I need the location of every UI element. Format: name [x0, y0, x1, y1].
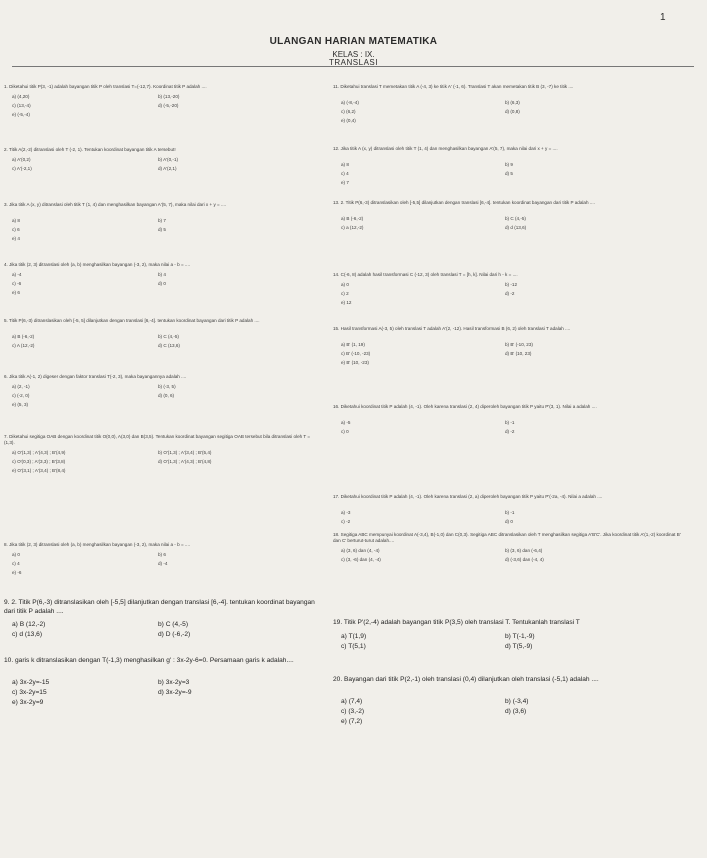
answer-option[interactable]: b) O'(1,3) ; A'(3,4) ; B'(5,4) — [158, 450, 212, 455]
answer-option[interactable]: b) A'(0,-1) — [158, 157, 179, 162]
question-11 — [333, 84, 688, 123]
question-stem: 9. 2. Titik P(6,-3) ditranslasikan oleh [-5,5] dilanjutkan dengan translasi [6,-4]. tentukan koordinat bayangan dari titik P adalah .... — [4, 599, 315, 615]
answer-option[interactable]: b) T(-1,-9) — [505, 633, 535, 640]
question-stem: 2. Titik A(2,-2) ditranslasi oleh T (-2, 1). Tentukan koordinat bayangan titik A tersebut! — [4, 147, 176, 152]
question-4 — [4, 262, 320, 295]
answer-option[interactable]: d) 3x-2y=-9 — [158, 689, 192, 696]
question-stem: 1. Diketahui titik P(3, -1) adalah bayangan titik P oleh translasi T=(-12,7). Koordinat titik P adalah .... — [4, 84, 207, 89]
answer-option[interactable]: a) B (-6,-2) — [12, 334, 35, 339]
answer-option[interactable]: e) (5, 3) — [12, 402, 29, 407]
answer-option[interactable]: d) (-3,6) dan (-4, 4) — [505, 557, 544, 562]
question-stem: 14. C(-6, 8) adalah hasil transformasi C (-12, 3) oleh translasi T = [h, k]. Nilai dari h - k = .... — [333, 272, 518, 277]
answer-option[interactable]: a) (3, 6) dan (4, -4) — [341, 548, 380, 553]
answer-option[interactable]: e) (-5,-4) — [12, 112, 30, 117]
answer-option[interactable]: c) A'(-2,1) — [12, 166, 32, 171]
answer-option[interactable]: a) 8 — [12, 218, 20, 223]
question-2 — [4, 147, 320, 171]
class-line: KELAS : IX. — [332, 50, 375, 59]
answer-option[interactable]: c) 4 — [12, 561, 20, 566]
answer-option[interactable]: d) -4 — [158, 561, 168, 566]
question-stem: 5. Titik P(6,-3) ditranslasikan oleh [-5, 5] dilanjutkan dengan translasi [6,-4]. tentukan koordinat bayangan dari titik P adalah .... — [4, 318, 260, 323]
answer-option[interactable]: a) (-8,-4) — [341, 100, 359, 105]
answer-option[interactable]: d) 0 — [505, 519, 513, 524]
question-stem: 7. Diketahui segitiga OAB dengan koordinat titik O(0,0), A(3,0) dan B(3,5). Tentukan koordinat bayangan segitiga OAB tersebut bila ditranslasi oleh T = (1,3). — [4, 434, 311, 445]
answer-option[interactable]: d) T(5,-9) — [505, 643, 533, 650]
question-13 — [333, 200, 688, 230]
answer-option[interactable]: e) B' (10, -23) — [341, 360, 369, 365]
answer-option[interactable]: b) -1 — [505, 420, 515, 425]
answer-option[interactable]: c) (6,2) — [341, 109, 356, 114]
answer-option[interactable]: a) T(1,9) — [341, 633, 367, 640]
answer-option[interactable]: b) -1 — [505, 510, 515, 515]
question-10 — [4, 657, 320, 706]
answer-option[interactable]: a) O'(1,3) ; A'(4,3) ; B'(4,9) — [12, 450, 66, 455]
answer-option[interactable]: a) (7,4) — [341, 698, 363, 705]
question-9 — [4, 599, 320, 638]
answer-option[interactable]: a) B (12,-2) — [12, 621, 46, 628]
question-stem: 13. 2. Titik P(6,-3) ditranslasikan oleh [-5,5] dilanjutkan dengan translasi [6,-4]. tentukan koordinat bayangan dari titik P adalah .... — [333, 200, 595, 205]
question-stem: 11. Diketahui translasi T memetakan titik A (-4, 3) ke titik A' (-1, 6). Translasi T akan memetakan titik B (3, -7) ke titik .... — [333, 84, 574, 89]
answer-option[interactable]: b) 3x-2y=3 — [158, 679, 190, 686]
answer-option[interactable]: b) 9 — [505, 162, 513, 167]
answer-option[interactable]: b) B' (-10, 23) — [505, 342, 533, 347]
answer-option[interactable]: a) -3 — [341, 510, 351, 515]
answer-option[interactable]: e) 4 — [12, 236, 20, 241]
answer-option[interactable]: a) A'(0,2) — [12, 157, 31, 162]
answer-option[interactable]: b) (6,3) — [505, 100, 520, 105]
question-18 — [333, 532, 688, 562]
question-20 — [333, 676, 688, 725]
answer-option[interactable]: c) 2 — [341, 291, 349, 296]
answer-option[interactable]: e) (0,4) — [341, 118, 356, 123]
answer-option[interactable]: a) 8 — [341, 162, 349, 167]
answer-option[interactable]: b) (-3,4) — [505, 698, 529, 705]
answer-option[interactable]: d) A'(2,1) — [158, 166, 177, 171]
answer-option[interactable]: b) C (4,-5) — [505, 216, 526, 221]
question-stem: 17. Diketahui koordinat titik P adalah (4, -1). Oleh karena translasi (2, a) diperoleh bayangan titik P yaitu P'(-2a, -4). Nilai a adalah .... — [333, 494, 603, 499]
answer-option[interactable]: b) C (4,-5) — [158, 334, 179, 339]
answer-option[interactable]: c) (-2, 0) — [12, 393, 30, 398]
answer-option[interactable]: d) 5 — [505, 171, 513, 176]
answer-option[interactable]: d) (-5,-20) — [158, 103, 179, 108]
answer-option[interactable]: c) -6 — [12, 281, 22, 286]
answer-option[interactable]: d) 0 — [158, 281, 166, 286]
answer-option[interactable]: c) O'(0,3) ; A'(3,3) ; B'(3,8) — [12, 459, 66, 464]
answer-option[interactable]: c) 4 — [341, 171, 349, 176]
question-stem: 10. garis k ditranslasikan dengan T(-1,3) menghasilkan g' : 3x-2y-6=0. Persamaan garis k adalah.... — [4, 657, 294, 664]
answer-option[interactable]: e) 7 — [341, 180, 349, 185]
answer-option[interactable]: c) (3, -6) dan (4, -4) — [341, 557, 381, 562]
answer-option[interactable]: a) -5 — [341, 420, 351, 425]
header-divider — [12, 66, 694, 67]
answer-option[interactable]: e) O'(3,1) ; A'(3,4) ; B'(8,4) — [12, 468, 66, 473]
question-stem: 4. Jika titik (2, 3) ditranslasi oleh (a, b) menghasilkan bayangan (-3, 2), maka nilai a - b = .... — [4, 262, 191, 267]
answer-option[interactable]: d) C (13,6) — [158, 343, 180, 348]
question-stem: 6. Jika titik A(-1, 2) digeser dengan faktor translasi T(-2, 3), maka bayangannya adalah .... — [4, 374, 187, 379]
answer-option[interactable]: a) B (-6,-2) — [341, 216, 364, 221]
question-stem: 18. Segitiga ABC mempunyai koordinat A(-3,4), B(-1,0) dan C(0,3). Segitiga ABC ditranslasikan oleh T menghasilkan segitiga A'B'C'. Jika koordinat titik A'(1,-2) koordinat B' dan C' berturut-turut adalah.... — [333, 532, 681, 543]
answer-option[interactable]: c) d (13,6) — [12, 631, 43, 638]
answer-option[interactable]: c) 0 — [341, 429, 349, 434]
answer-option[interactable]: d) (3,6) — [505, 708, 527, 715]
question-15 — [333, 326, 688, 365]
answer-option[interactable]: a) 0 — [341, 282, 349, 287]
subject-line: TRANSLASI — [329, 58, 378, 67]
answer-option[interactable]: d) -2 — [505, 291, 515, 296]
question-stem: 19. Titik P'(2,-4) adalah bayangan titik P(3,5) oleh translasi T. Tentukanlah translasi T — [333, 619, 580, 626]
answer-option[interactable]: c) B' (-10, -23) — [341, 351, 371, 356]
answer-option[interactable]: c) 6 — [12, 227, 20, 232]
answer-option[interactable]: b) C (4,-5) — [158, 621, 189, 628]
answer-option[interactable]: e) (7,2) — [341, 718, 363, 725]
answer-option[interactable]: b) 6 — [158, 552, 166, 557]
answer-option[interactable]: a) (4,20) — [12, 94, 30, 99]
answer-option[interactable]: e) 6 — [12, 290, 20, 295]
question-stem: 3. Jika titik A (x, y) ditranslasi oleh titik T (1, 4) dan menghasilkan bayangan A'(5, 7), maka nilai dari x + y = .... — [4, 202, 227, 207]
answer-option[interactable]: e) -6 — [12, 570, 22, 575]
answer-option[interactable]: b) (13,-20) — [158, 94, 180, 99]
answer-option[interactable]: e) 3x-2y=9 — [12, 699, 44, 706]
answer-option[interactable]: c) a (12,-2) — [341, 225, 364, 230]
answer-option[interactable]: b) (3, 6) dan (-6,4) — [505, 548, 543, 553]
question-stem: 20. Bayangan dari titik P(2,-1) oleh translasi (0,4) dilanjutkan oleh translasi (-5,1) adalah .... — [333, 676, 599, 683]
answer-option[interactable]: d) B' (10, 23) — [505, 351, 532, 356]
answer-option[interactable]: a) B' (1, 19) — [341, 342, 365, 347]
question-stem: 15. Hasil transformasi A(-3, 5) oleh translasi T adalah A'(2, -12). Hasil transformasi B (6, 2) oleh translasi T adalah .... — [333, 326, 571, 331]
answer-option[interactable]: b) -12 — [505, 282, 518, 287]
answer-option[interactable]: c) -2 — [341, 519, 351, 524]
question-stem: 12. Jika titik A (x, y) ditranslasi oleh titik T (1, 4) dan menghasilkan bayangan A'(5, 7), maka nilai dari x + y = .... — [333, 146, 558, 151]
page-number: 1 — [660, 12, 666, 23]
question-12 — [333, 146, 688, 185]
question-stem: 8. Jika titik (2, 3) ditranslasi oleh (a, b) menghasilkan bayangan (-3, 2), maka nilai a - b = .... — [4, 542, 191, 547]
answer-option[interactable]: c) (13,-4) — [12, 103, 31, 108]
answer-option[interactable]: d) D (-6,-2) — [158, 631, 191, 638]
answer-option[interactable]: d) (0,8) — [505, 109, 520, 114]
answer-option[interactable]: e) 12 — [341, 300, 352, 305]
question-5 — [4, 318, 320, 348]
question-1 — [4, 84, 320, 117]
question-7 — [4, 434, 320, 473]
answer-option[interactable]: c) (3,-2) — [341, 708, 365, 715]
question-14 — [333, 272, 688, 305]
answer-option[interactable]: d) O'(1,3) ; A'(4,3) ; B'(4,8) — [158, 459, 212, 464]
question-8 — [4, 542, 320, 575]
answer-option[interactable]: d) 5 — [158, 227, 166, 232]
answer-option[interactable]: c) T(5,1) — [341, 643, 366, 650]
answer-option[interactable]: a) (2, -1) — [12, 384, 30, 389]
answer-option[interactable]: b) 4 — [158, 272, 166, 277]
question-6 — [4, 374, 320, 407]
answer-option[interactable]: d) (0, 6) — [158, 393, 175, 398]
answer-option[interactable]: b) 7 — [158, 218, 166, 223]
answer-option[interactable]: a) 3x-2y=-15 — [12, 679, 50, 686]
question-17 — [333, 494, 688, 524]
question-19 — [333, 619, 688, 650]
answer-option[interactable]: c) A (12,-2) — [12, 343, 35, 348]
answer-option[interactable]: b) (-3, 5) — [158, 384, 176, 389]
question-3 — [4, 202, 320, 241]
answer-option[interactable]: a) 0 — [12, 552, 20, 557]
question-16 — [333, 404, 688, 434]
answer-option[interactable]: d) d (13,6) — [505, 225, 527, 230]
question-stem: 16. Diketahui koordinat titik P adalah (4, -1). Oleh karena translasi (2, 4) diperoleh bayangan titik P yaitu P'(3, 1). Nilai a adalah .... — [333, 404, 597, 409]
answer-option[interactable]: a) -4 — [12, 272, 22, 277]
answer-option[interactable]: c) 3x-2y=15 — [12, 689, 47, 696]
page-title: ULANGAN HARIAN MATEMATIKA — [269, 36, 438, 47]
answer-option[interactable]: d) -2 — [505, 429, 515, 434]
